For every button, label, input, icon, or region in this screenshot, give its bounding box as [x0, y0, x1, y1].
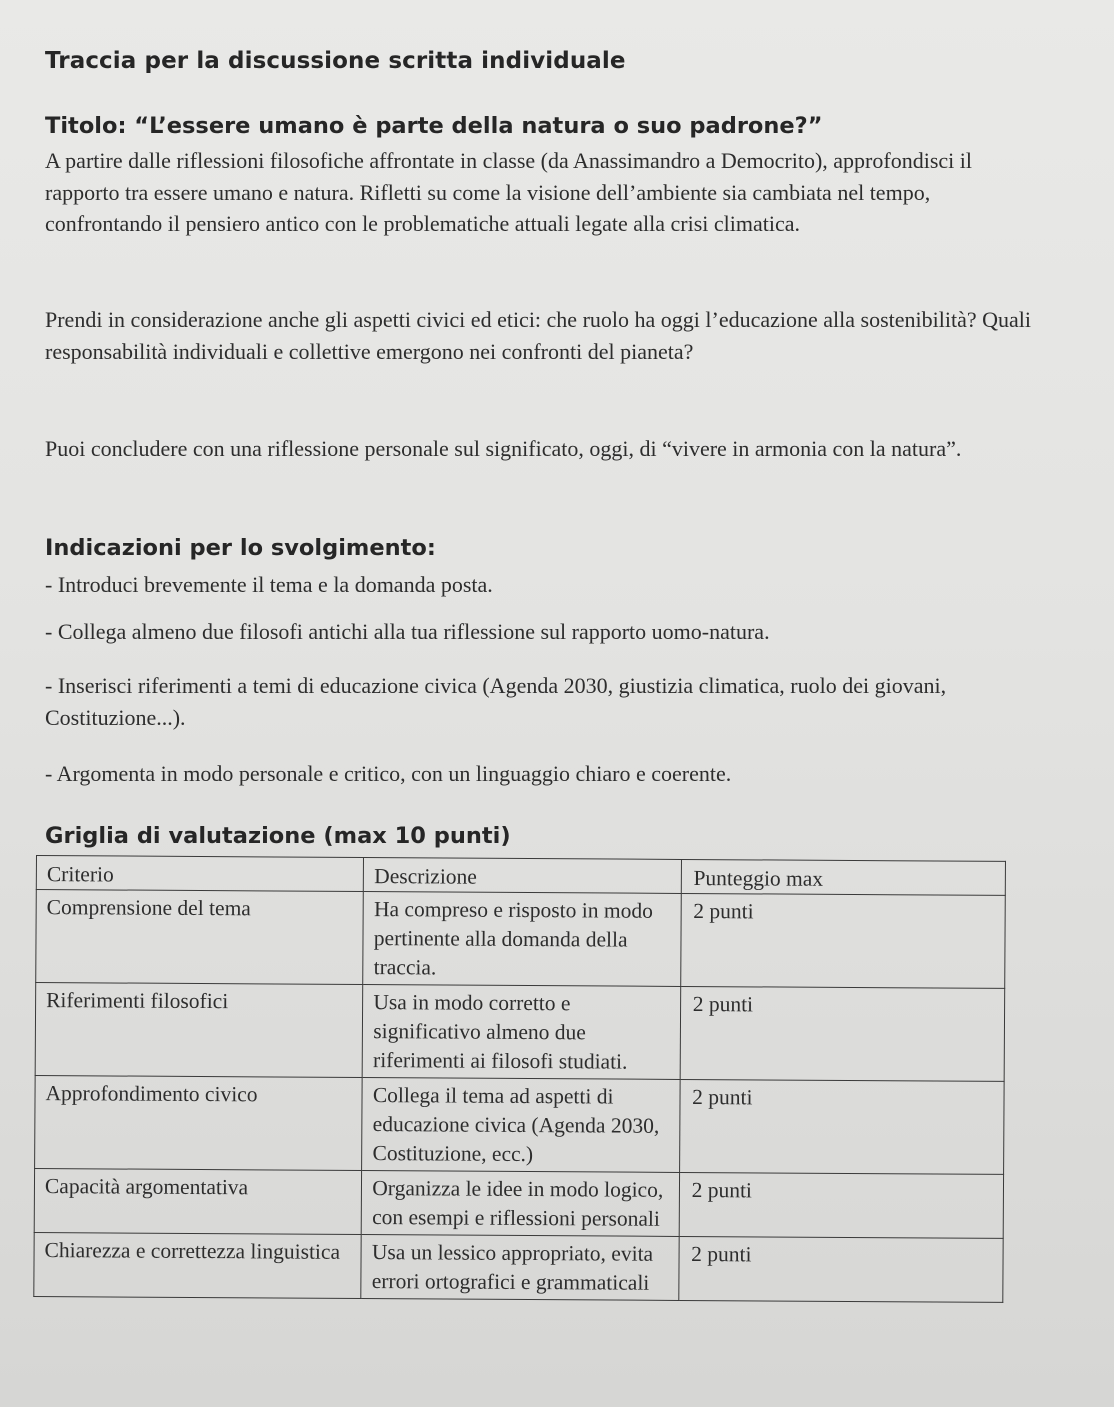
- score-cell: 2 punti: [679, 1172, 1004, 1238]
- score-cell: 2 punti: [679, 1079, 1004, 1174]
- column-header: Punteggio max: [681, 859, 1006, 895]
- table-row: [35, 1075, 1005, 1174]
- score-cell: 2 punti: [680, 893, 1005, 988]
- description-cell: Usa in modo corretto e significativo almeno due riferimenti ai filosofi studiati.: [362, 985, 680, 1080]
- description-cell: Collega il tema ad aspetti di educazione civica (Agenda 2030, Costituzione, ecc.): [362, 1077, 680, 1172]
- score-cell: 2 punti: [680, 986, 1005, 1081]
- description-cell: Ha compreso e risposto in modo pertinente alla domanda della traccia.: [363, 892, 681, 987]
- table-row: [34, 1232, 1003, 1302]
- essay-title: Titolo: “L’essere umano è parte della natura o suo padrone?”: [45, 113, 823, 139]
- description-cell: Organizza le idee in modo logico, con esempi e riflessioni personali: [362, 1170, 680, 1236]
- civic-paragraph: Prendi in considerazione anche gli aspetti civici ed etici: che ruolo ha oggi l’educazione alla sostenibilità? Quali responsabilità individuali e collettive emergono nei confronti del pianeta?: [45, 307, 1031, 364]
- grid-heading: Griglia di valutazione (max 10 punti): [45, 823, 511, 849]
- guideline-item: - Argomenta in modo personale e critico, con un linguaggio chiaro e coerente.: [45, 761, 732, 786]
- intro-paragraph: A partire dalle riflessioni filosofiche affrontate in classe (da Anassimandro a Democrito), approfondisci il rapporto tra essere umano e natura. Rifletti su come la visione dell’ambiente sia cambiata nel tempo, confrontando il pensiero antico con le problematiche attuali legate alla crisi climatica.: [45, 148, 972, 236]
- evaluation-table: [33, 855, 1006, 1303]
- score-cell: 2 punti: [678, 1236, 1003, 1302]
- column-header: Descrizione: [364, 858, 681, 894]
- table-row: [35, 983, 1005, 1082]
- conclusion-paragraph: Puoi concludere con una riflessione personale sul significato, oggi, di “vivere in armonia con la natura”.: [45, 436, 962, 461]
- table-row: [36, 890, 1006, 989]
- criterion-cell: Capacità argomentativa: [34, 1168, 362, 1234]
- guideline-item: - Introduci brevemente il tema e la domanda posta.: [45, 572, 493, 597]
- guideline-item: - Inserisci riferimenti a temi di educazione civica (Agenda 2030, giustizia climatica, ruolo dei giovani, Costituzione...).: [45, 673, 947, 730]
- criterion-cell: Riferimenti filosofici: [35, 983, 363, 1078]
- guidelines-heading: Indicazioni per lo svolgimento:: [45, 535, 436, 561]
- column-header: Criterio: [36, 856, 364, 892]
- table-row: [34, 1168, 1003, 1238]
- description-cell: Usa un lessico appropriato, evita errori ortografici e grammaticali: [361, 1234, 679, 1300]
- main-heading: Traccia per la discussione scritta individuale: [45, 48, 626, 74]
- guideline-item: - Collega almeno due filosofi antichi alla tua riflessione sul rapporto uomo-natura.: [45, 619, 770, 644]
- criterion-cell: Comprensione del tema: [36, 890, 364, 985]
- criterion-cell: Approfondimento civico: [35, 1075, 363, 1170]
- criterion-cell: Chiarezza e correttezza linguistica: [34, 1232, 362, 1298]
